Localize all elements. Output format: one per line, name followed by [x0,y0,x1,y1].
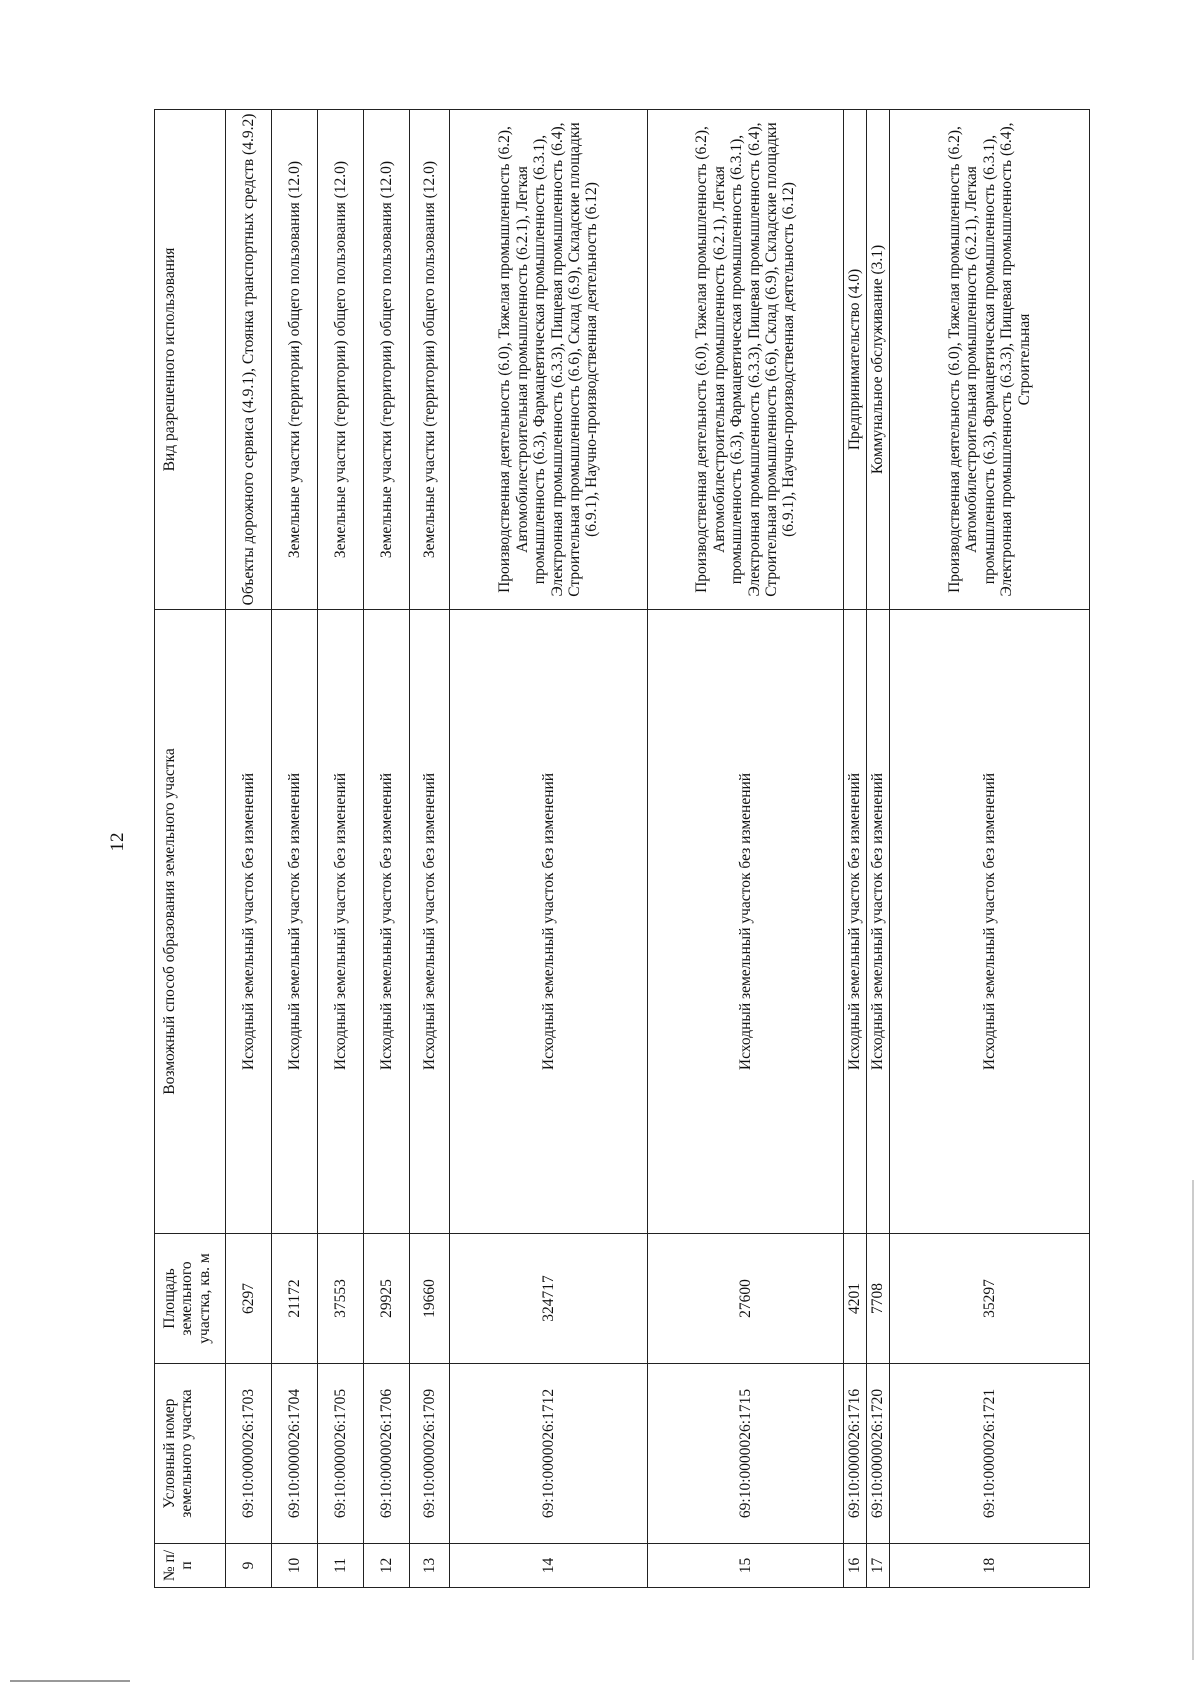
header-number: № п/п [155,1544,226,1588]
permitted-use: Предпринимательство (4.0) [844,110,867,610]
formation-method: Исходный земельный участок без изменений [844,610,867,1234]
table-header-row [155,110,226,1588]
cadastral-number: 69:10:0000026:1703 [226,1364,272,1544]
row-number: 10 [272,1544,318,1588]
formation-method: Исходный земельный участок без изменений [890,610,1090,1234]
formation-method: Исходный земельный участок без изменений [364,610,410,1234]
permitted-use: Объекты дорожного сервиса (4.9.1), Стоянка транспортных средств (4.9.2) [226,110,272,610]
table-row [226,110,272,1588]
plot-area: 27600 [648,1234,844,1364]
plot-area: 6297 [226,1234,272,1364]
permitted-use: Коммунальное обслуживание (3.1) [867,110,890,610]
header-cadastral-number: Условный номер земельного участка [155,1364,226,1544]
row-number: 18 [890,1544,1090,1588]
land-plots-table-container [154,110,1088,1588]
table-row [364,110,410,1588]
table-row [867,110,890,1588]
cadastral-number: 69:10:0000026:1720 [867,1364,890,1544]
plot-area: 4201 [844,1234,867,1364]
table-row [410,110,450,1588]
formation-method: Исходный земельный участок без изменений [226,610,272,1234]
page-number: 12 [107,832,128,852]
permitted-use: Производственная деятельность (6.0), Тяжелая промышленность (6.2), Автомобилестроительная промышленность (6.2.1), Легкая промышленность (6.3), Фармацевтическая промышленность (6.3.1), Электронная промышленность (6.3.3), Пищевая промышленность (6.4), Строительная промышленность (6.6), Склад (6.9), Складские площадки (6.9.1), Научно-производственная деятельность (6.12) [648,110,844,610]
cadastral-number: 69:10:0000026:1716 [844,1364,867,1544]
formation-method: Исходный земельный участок без изменений [450,610,648,1234]
plot-area: 29925 [364,1234,410,1364]
scan-artifact [1192,1180,1194,1660]
permitted-use: Земельные участки (территории) общего пользования (12.0) [410,110,450,610]
cadastral-number: 69:10:0000026:1709 [410,1364,450,1544]
row-number: 13 [410,1544,450,1588]
row-number: 12 [364,1544,410,1588]
permitted-use: Земельные участки (территории) общего пользования (12.0) [364,110,410,610]
land-plots-table [154,109,1090,1588]
formation-method: Исходный земельный участок без изменений [648,610,844,1234]
table-row [272,110,318,1588]
table-row [318,110,364,1588]
cadastral-number: 69:10:0000026:1715 [648,1364,844,1544]
permitted-use: Производственная деятельность (6.0), Тяжелая промышленность (6.2), Автомобилестроительная промышленность (6.2.1), Легкая промышленность (6.3), Фармацевтическая промышленность (6.3.1), Электронная промышленность (6.3.3), Пищевая промышленность (6.4), Строительная [890,110,1090,610]
permitted-use: Производственная деятельность (6.0), Тяжелая промышленность (6.2), Автомобилестроительная промышленность (6.2.1), Легкая промышленность (6.3), Фармацевтическая промышленность (6.3.1), Электронная промышленность (6.3.3), Пищевая промышленность (6.4), Строительная промышленность (6.6), Склад (6.9), Складские площадки (6.9.1), Научно-производственная деятельность (6.12) [450,110,648,610]
formation-method: Исходный земельный участок без изменений [318,610,364,1234]
plot-area: 37553 [318,1234,364,1364]
cadastral-number: 69:10:0000026:1721 [890,1364,1090,1544]
row-number: 17 [867,1544,890,1588]
row-number: 15 [648,1544,844,1588]
cadastral-number: 69:10:0000026:1705 [318,1364,364,1544]
formation-method: Исходный земельный участок без изменений [410,610,450,1234]
formation-method: Исходный земельный участок без изменений [272,610,318,1234]
plot-area: 324717 [450,1234,648,1364]
plot-area: 35297 [890,1234,1090,1364]
row-number: 16 [844,1544,867,1588]
table-row [648,110,844,1588]
row-number: 14 [450,1544,648,1588]
plot-area: 21172 [272,1234,318,1364]
permitted-use: Земельные участки (территории) общего пользования (12.0) [318,110,364,610]
table-row [450,110,648,1588]
scan-artifact [10,1680,130,1682]
row-number: 11 [318,1544,364,1588]
table-row [844,110,867,1588]
header-permitted-use: Вид разрешенного использования [155,110,226,610]
plot-area: 19660 [410,1234,450,1364]
header-area: Площадь земельного участка, кв. м [155,1234,226,1364]
cadastral-number: 69:10:0000026:1704 [272,1364,318,1544]
row-number: 9 [226,1544,272,1588]
formation-method: Исходный земельный участок без изменений [867,610,890,1234]
cadastral-number: 69:10:0000026:1712 [450,1364,648,1544]
table-row [890,110,1090,1588]
plot-area: 7708 [867,1234,890,1364]
header-formation-method: Возможный способ образования земельного участка [155,610,226,1234]
permitted-use: Земельные участки (территории) общего пользования (12.0) [272,110,318,610]
cadastral-number: 69:10:0000026:1706 [364,1364,410,1544]
